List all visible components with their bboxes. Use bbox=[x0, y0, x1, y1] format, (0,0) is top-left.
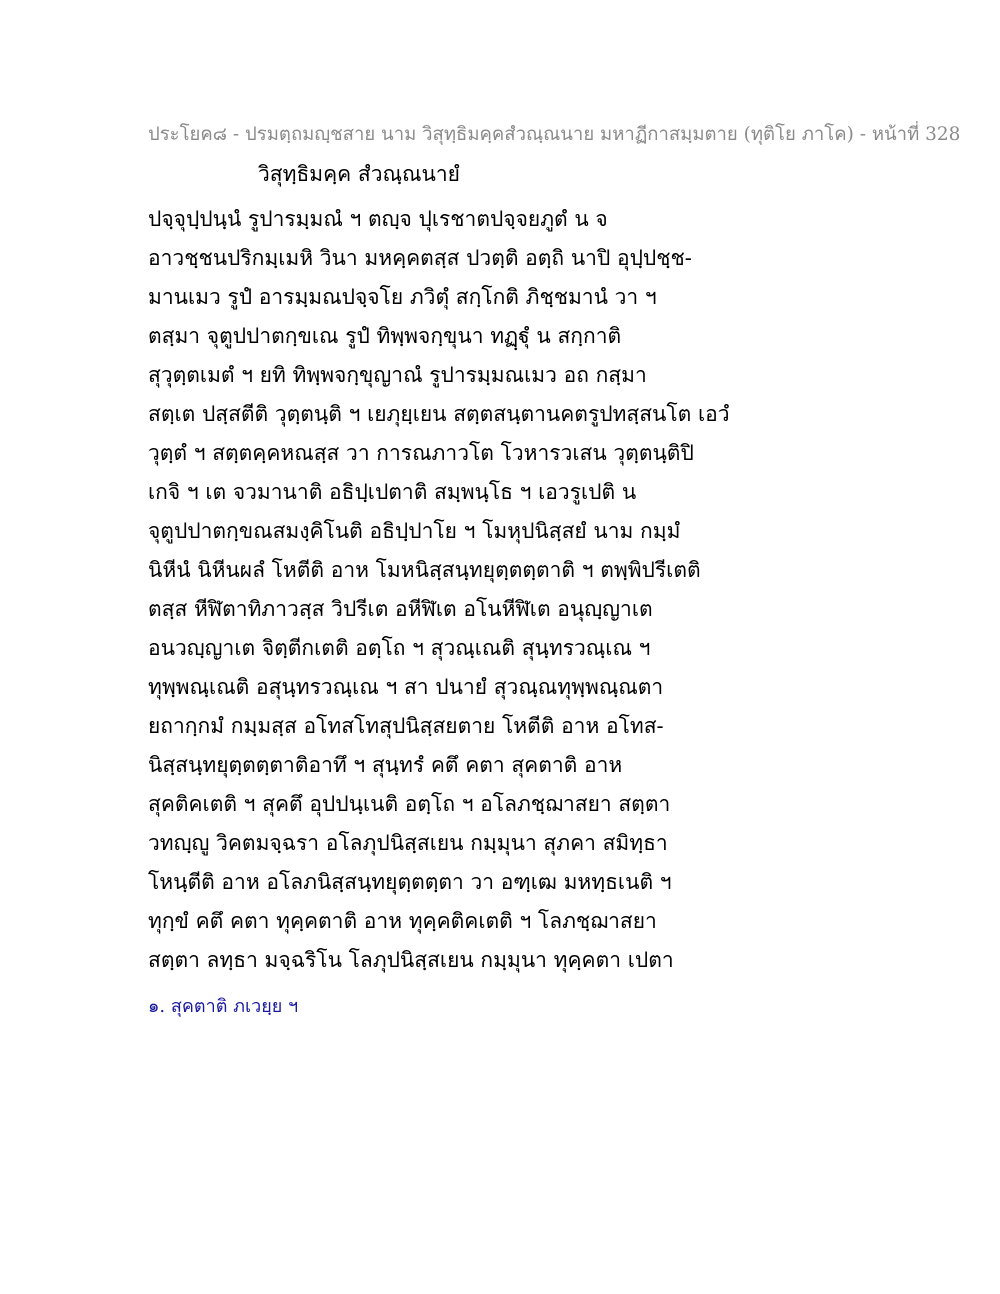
text-line: วทญฺญู วิคตมจฺฉรา อโลภุปนิสฺสเยน กมฺมุนา สุภคา สมิทฺธา bbox=[148, 831, 668, 855]
text-line: ตสฺมา จุตูปปาตกฺขเณ รูปํ ทิพฺพจกฺขุนา ทฏฺฐุํ น สกฺกาติ bbox=[148, 324, 622, 348]
footnote: ๑. สุคตาติ ภเวยฺย ฯ bbox=[148, 996, 299, 1017]
section-title: วิสุทฺธิมคฺค สํวณฺณนายํ bbox=[258, 162, 460, 186]
body-text bbox=[148, 200, 730, 980]
text-line: สตฺเต ปสฺสตีติ วุตฺตนฺติ ฯ เยภุยฺเยน สตฺตสนฺตานคตรูปทสฺสนโต เอวํ bbox=[148, 402, 730, 426]
text-line: อนวญฺญาเต จิตฺตีกเตติ อตฺโถ ฯ สุวณฺเณติ สุนฺทรวณฺเณ ฯ bbox=[148, 636, 651, 660]
text-line: ปจฺจุปฺปนฺนํ รูปารมฺมณํ ฯ ตญฺจ ปุเรชาตปจฺจยภูตํ น จ bbox=[148, 207, 608, 231]
text-line: สตฺตา ลทฺธา มจฺฉริโน โลภุปนิสฺสเยน กมฺมุนา ทุคฺคตา เปตา bbox=[148, 948, 674, 972]
text-line: ตสฺส หีฬิตาทิภาวสฺส วิปรีเต อหีฬิเต อโนหีฬิเต อนุญฺญาเต bbox=[148, 597, 653, 621]
text-line: เกจิ ฯ เต จวมานาติ อธิปฺเปตาติ สมฺพนฺโธ ฯ เอวรูเปติ น bbox=[148, 480, 637, 504]
text-line: วุตฺตํ ฯ สตฺตคฺคหณสฺส วา การณภาวโต โวหารวเสน วุตฺตนฺติปิ bbox=[148, 441, 694, 465]
text-line: ทุพฺพณฺเณติ อสุนฺทรวณฺเณ ฯ สา ปนายํ สุวณฺณทุพฺพณฺณตา bbox=[148, 675, 664, 699]
text-line: นิสฺสนฺทยุตฺตตฺตาติอาทึ ฯ สุนฺทรํ คตึ คตา สุคตาติ อาห bbox=[148, 753, 623, 777]
text-line: มานเมว รูปํ อารมฺมณปจฺจโย ภวิตุํ สกฺโกติ ภิชฺชมานํ วา ฯ bbox=[148, 285, 657, 309]
text-line: ยถากฺกมํ กมฺมสฺส อโทสโทสุปนิสฺสยตาย โหตีติ อาห อโทส- bbox=[148, 714, 664, 738]
text-line: สุวุตฺตเมตํ ฯ ยทิ ทิพฺพจกฺขุญาณํ รูปารมฺมณเมว อถ กสฺมา bbox=[148, 363, 647, 387]
text-line: นิหีนํ นิหีนผลํ โหตีติ อาห โมหนิสฺสนฺทยุตฺตตฺตาติ ฯ ตพฺพิปรีเตติ bbox=[148, 558, 701, 582]
text-line: อาวชฺชนปริกมฺเมหิ วินา มหคฺคตสฺส ปวตฺติ อตฺถิ นาปิ อุปฺปชฺช- bbox=[148, 246, 692, 270]
text-line: ทุกฺขํ คตึ คตา ทุคฺคตาติ อาห ทุคฺคติคเตติ ฯ โลภชฺฌาสยา bbox=[148, 909, 657, 933]
page-header: ประโยค๘ - ปรมตฺถมญฺชสาย นาม วิสุทฺธิมคฺคสํวณฺณนาย มหาฏีกาสมฺมตาย (ทุติโย ภาโค) - หน้าที่ 328 bbox=[148, 124, 961, 145]
text-line: โหนฺตีติ อาห อโลภนิสฺสนฺทยุตฺตตฺตา วา อฑฺเฒ มหทฺธเนติ ฯ bbox=[148, 870, 672, 894]
text-line: สุคติคเตติ ฯ สุคตึ อุปปนฺเนติ อตฺโถ ฯ อโลภชฺฌาสยา สตฺตา bbox=[148, 792, 671, 816]
text-line: จุตูปปาตกฺขณสมงฺคิโนติ อธิปฺปาโย ฯ โมหุปนิสฺสยํ นาม กมฺมํ bbox=[148, 519, 681, 543]
